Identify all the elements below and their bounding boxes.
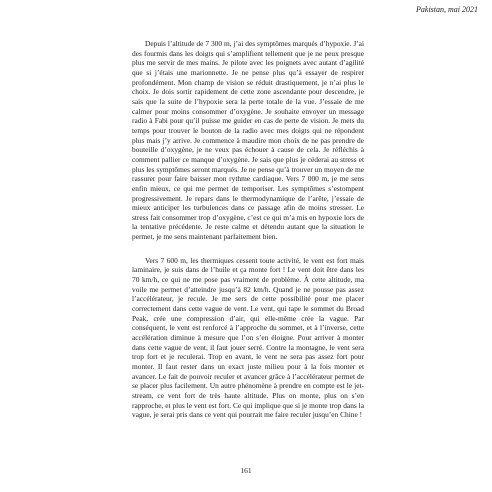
page-number: 161 [240, 466, 252, 475]
paragraph: Depuis l’altitude de 7 300 m, j’ai des symptômes marqués d’hypoxie. J’ai des fourmis dans les doigts qui s’amplifient tellement que je ne peux presque plus me servir de mes mains. Je pilote avec les poignets avec autant d’agilité que si j’étais une marionnette. Je ne pense plus qu’à essayer de respirer profondément. Mon champ de vision se réduit drastiquement, je n’ai plus le choix. Je dois sortir rapidement de cette zone ascendante pour descendre, je sais que la suite de l’hypoxie sera la perte totale de la vue. J’essaie de me calmer pour moins consommer d’oxygène. Je souhaite envoyer un message radio à Fabi pour qu’il puisse me guider en cas de perte de vision. Je mets du temps pour trouver le bouton de la radio avec mes doigts qui ne répondent plus mais j’y arrive. Je commence à maudire mon choix de ne pas prendre de bouteille d’oxygène, je ne veux pas échouer à cause de cela. Je réfléchis à comment pallier ce manque d’oxygène. Je sais que plus je céderai au stress et plus les symptômes seront marqués. Je ne pense qu’à trouver un moyen de me rassurer pour faire baisser mon rythme cardiaque. Vers 7 000 m, je me sens enfin mieux, ce qui me permet de temporiser. Les symptômes s’estompent progressivement. Je repars dans le thermodynamique de l’arête, j’essaie de mieux anticiper les turbulences dans ce passage afin de moins stresser. Le stress fait consommer trop d’oxygène, c’est ce qui m’a mis en hypoxie lors de la tentative précédente. Je reste calme et détendu autant que la situation le permet, je me sens maintenant parfaitement bien. [132, 39, 364, 242]
paragraph: Vers 7 600 m, les thermiques cessent toute activité, le vent est fort mais laminaire, je suis dans de l’huile et ça monte fort ! Le vent doit être dans les 70 km/h, ce qui ne me pose pas vraiment de problème. À cette altitude, ma voile me permet d’atteindre jusqu’à 82 km/h. Quand je ne pousse pas assez l’accélérateur, je recule. Je me sers de cette possibilité pour me placer correctement dans cette vague de vent. Le vent, qui tape le sommet du Broad Peak, crée une compression d’air, qui elle-même crée la vague. Par conséquent, le vent est renforcé à l’approche du sommet, et à l’inverse, cette accélération diminue à mesure que l’on s’en éloigne. Pour arriver à monter dans cette vague de vent, il faut jouer serré. Contre la montagne, le vent sera trop fort et je reculerai. Trop en avant, le vent ne sera pas assez fort pour monter. Il faut rester dans un exact juste milieu pour à la fois monter et avancer. Le fait de pouvoir reculer et avancer grâce à l’accélérateur permet de se placer plus facilement. Un autre phénomène à prendre en compte est le jet-stream, ce vent fort de très haute altitude. Plus on monte, plus on s’en rapproche, et plus le vent est fort. Ce qui implique que si je monte trop dans la vague, je serai pris dans ce vent qui pourrait me faire reculer jusqu’en Chine ! [132, 255, 364, 420]
running-header: Pakistan, mai 2021 [416, 5, 478, 14]
body-text [132, 39, 364, 420]
